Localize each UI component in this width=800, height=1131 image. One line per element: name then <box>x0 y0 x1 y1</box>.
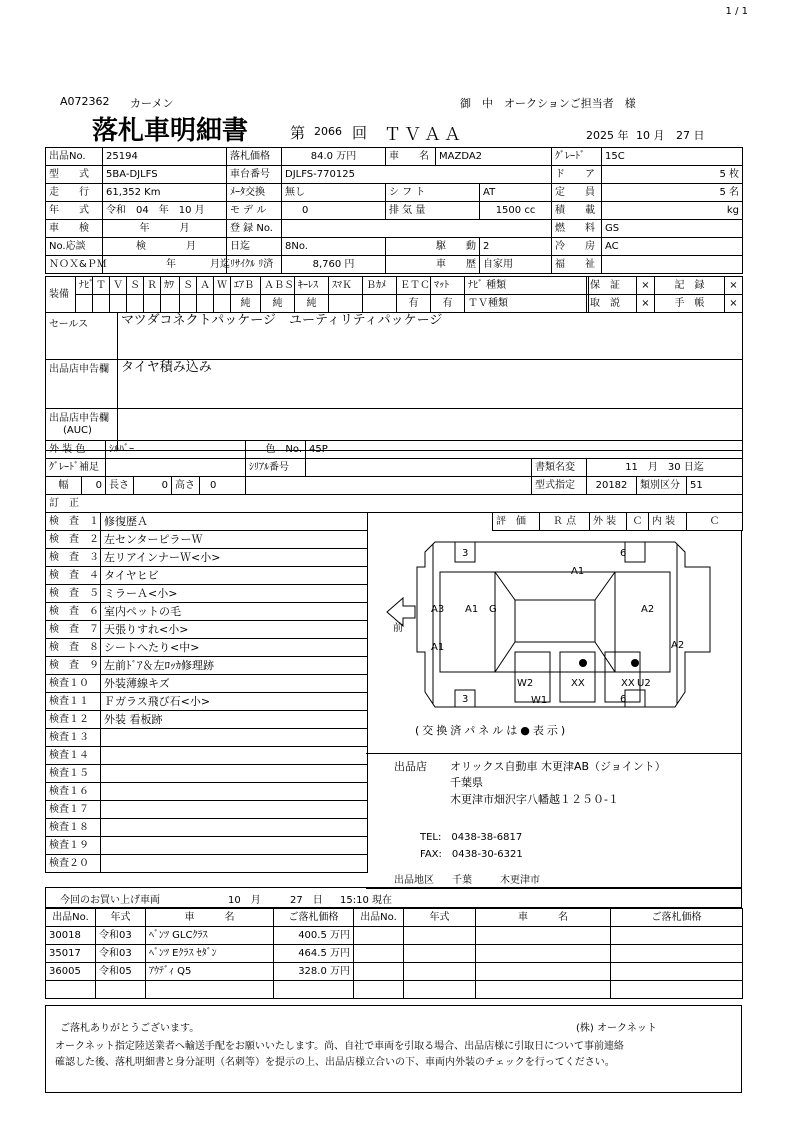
nox-month: 月迄 <box>210 258 230 270</box>
color-no-value: 45P <box>306 441 743 459</box>
booklet-label: 手 帳 <box>655 295 725 313</box>
date-month: 10 月 <box>636 129 665 142</box>
equip-val-keyless: 純 <box>295 295 329 313</box>
row3-blank-2 <box>404 963 476 981</box>
diag-label-a2-rear: A2 <box>641 604 655 615</box>
seller-label: 出品店 <box>394 760 427 773</box>
inspection-label: 検 査 ２ <box>46 531 101 549</box>
eval-value: Ｒ 点 <box>540 513 590 531</box>
row4-blank-5 <box>354 981 404 999</box>
ac-value: AC <box>602 238 743 256</box>
exterior-table <box>45 440 743 477</box>
row1-blank-3 <box>476 927 611 945</box>
mileage-value: 61,352 Km <box>103 184 227 202</box>
inspection-table <box>45 512 368 873</box>
inspection-label: 検査１１ <box>46 693 101 711</box>
inspection-row <box>46 657 368 675</box>
footer-thanks: ご落札ありがとうございます。 <box>60 1023 200 1034</box>
nox-label: ＮＯＸ&ＰＭ <box>46 256 103 274</box>
exterior-grade-value: Ｃ <box>627 513 649 531</box>
color-value: ｼﾙﾊﾞｰ <box>106 441 246 459</box>
history-value: 自家用 <box>480 256 552 274</box>
reg-label: 登 録 No. <box>227 220 282 238</box>
booklet-value: × <box>725 295 743 313</box>
no-oudan-label: No.応談 <box>46 238 103 256</box>
door-value: 5 枚 <box>602 166 743 184</box>
row4-blank-1 <box>46 981 96 999</box>
auction-venue: ＴＶＡＡ <box>384 125 464 145</box>
footer-line1: オークネット指定陸送業者へ輸送手配をお願いいたします。尚、自社で車両を引取る場合、出品店様に引取日について事前連絡 <box>55 1041 624 1052</box>
equip-val-leather <box>161 295 180 313</box>
diagram-frame <box>366 530 742 753</box>
inspection-row <box>46 837 368 855</box>
inspection-text: Ｆガラス飛び石<小> <box>101 693 368 711</box>
diag-label-a3: A3 <box>431 604 445 615</box>
inspection-text <box>101 819 368 837</box>
inspection-row <box>46 675 368 693</box>
equip-etc: ＥＴＣ <box>397 277 431 295</box>
purchases-table <box>45 908 743 999</box>
equip-val-sa-a <box>197 295 214 313</box>
chassis-label: 車台番号 <box>227 166 282 184</box>
category-label: 類別区分 <box>637 477 687 495</box>
equip-nav-type: ﾅﾋﾞ 種類 <box>465 277 589 295</box>
inspection-text: 修復歴Ａ <box>101 513 368 531</box>
notice1-label: 出品店申告欄 <box>46 360 118 409</box>
inspection-label: 検査１８ <box>46 819 101 837</box>
inspection-text: 左前ﾄﾞｱ＆左ﾛｯｶ修理跡 <box>101 657 368 675</box>
diag-label-xx-2: XX <box>621 678 635 689</box>
today-month: 10 月 <box>228 895 261 906</box>
diag-label-a1-roof: A1 <box>571 566 585 577</box>
equip-t: Ｔ <box>93 277 110 295</box>
inspection-text <box>101 747 368 765</box>
type-designation-label: 型式指定 <box>532 477 587 495</box>
equip-val-nav <box>76 295 93 313</box>
eval-label: 評 価 <box>493 513 540 531</box>
equip-val-r <box>144 295 161 313</box>
ken-no: 8No. <box>282 238 386 256</box>
inspection-label: 検査２０ <box>46 855 101 873</box>
evaluation-table <box>492 512 743 531</box>
inspection-label: 検 査 ５ <box>46 585 101 603</box>
row2-price: 464.5 万円 <box>274 945 354 963</box>
dimensions-spacer <box>246 477 532 495</box>
lot-value: 25194 <box>103 148 227 166</box>
chassis-value: DJLFS-770125 <box>282 166 552 184</box>
grade-supplement-value <box>106 459 246 477</box>
inspection-label: 検 査 ４ <box>46 567 101 585</box>
row3-blank-1 <box>354 963 404 981</box>
inspection-row <box>46 711 368 729</box>
year-label: 年 式 <box>46 202 103 220</box>
price-value: 84.0 万円 <box>282 148 386 166</box>
diag-label-a2-right: A2 <box>671 640 685 651</box>
diag-label-xx-1: XX <box>571 678 585 689</box>
row1-blank-1 <box>354 927 404 945</box>
recycle-label: ﾘｻｲｸﾙ <box>230 258 255 270</box>
equip-nav: ﾅﾋﾞ <box>76 277 93 295</box>
equip-val-t <box>93 295 110 313</box>
seller-fax: FAX: 0438-30-6321 <box>420 849 523 860</box>
inspection-label: 検 査 ６ <box>46 603 101 621</box>
grade-label: ｸﾞﾚｰﾄﾞ <box>552 148 602 166</box>
recycle-status: ﾘ済 <box>258 258 274 270</box>
ken-label: 検 <box>136 240 146 252</box>
diag-label-6-top: 6 <box>620 548 627 559</box>
equip-val-abs: 純 <box>261 295 295 313</box>
row4-blank-8 <box>611 981 743 999</box>
inspection-label: 検 査 ８ <box>46 639 101 657</box>
equipment-label: 装備 <box>46 277 76 313</box>
recycle-value: 8,760 円 <box>282 256 386 274</box>
row2-lot: 35017 <box>46 945 96 963</box>
diag-label-6-bottom: 6 <box>620 694 627 705</box>
inspection-label: 検 査 １ <box>46 513 101 531</box>
inspection-text: ミラーＡ<小> <box>101 585 368 603</box>
page-title: 落札車明細書 <box>92 116 249 146</box>
inspection-text <box>101 801 368 819</box>
capacity-value: 5 名 <box>602 184 743 202</box>
inspection-label: 検査１３ <box>46 729 101 747</box>
seller-tel: TEL: 0438-38-6817 <box>420 832 523 843</box>
row2-blank-1 <box>354 945 404 963</box>
equip-airbag: ｴｱＢ <box>231 277 261 295</box>
meter-label: ﾒｰﾀ交換 <box>227 184 282 202</box>
equip-val-etc: 有 <box>397 295 431 313</box>
grade-value: 15C <box>602 148 743 166</box>
equip-val-mat: 有 <box>431 295 465 313</box>
col-lot-2: 出品No. <box>354 909 404 927</box>
row3-blank-3 <box>476 963 611 981</box>
page-counter: 1 / 1 <box>725 6 748 17</box>
interior-grade-value: Ｃ <box>687 513 743 531</box>
grade-supplement-label: ｸﾞﾚｰﾄﾞ補足 <box>46 459 106 477</box>
inspection-text: 左センターピラーＷ <box>101 531 368 549</box>
row1-price: 400.5 万円 <box>274 927 354 945</box>
inspection-label: 検査１２ <box>46 711 101 729</box>
inspection-label: 検査１０ <box>46 675 101 693</box>
equip-val-sa-s <box>180 295 197 313</box>
sales-text: マツダコネクトパッケージ ユーティリティパッケージ <box>118 313 743 360</box>
col-year-2: 年式 <box>404 909 476 927</box>
load-value: kg <box>602 202 743 220</box>
equip-mat: ﾏｯﾄ <box>431 277 465 295</box>
inspection-row <box>46 585 368 603</box>
equip-w: Ｗ <box>214 277 231 295</box>
inspection-label: 検 査 ９ <box>46 657 101 675</box>
color-no-label: 色 No. <box>246 441 306 459</box>
fuel-value: GS <box>602 220 743 238</box>
col-price-2: ご落札価格 <box>611 909 743 927</box>
welfare-label: 福 祉 <box>552 256 602 274</box>
row1-name: ﾍﾞﾝﾂ GLCｸﾗｽ <box>146 927 274 945</box>
load-label: 積 載 <box>552 202 602 220</box>
diag-label-a1-left: A1 <box>431 642 445 653</box>
inspection-text <box>101 837 368 855</box>
today-label: 今回のお買い上げ車両 <box>60 895 160 906</box>
equip-val-airbag: 純 <box>231 295 261 313</box>
row2-blank-4 <box>611 945 743 963</box>
equip-val-backcam <box>363 295 397 313</box>
row4-blank-4 <box>274 981 354 999</box>
inspection-row <box>46 693 368 711</box>
diag-label-3-bottom: 3 <box>462 694 469 705</box>
inspection-row <box>46 783 368 801</box>
row4-blank-7 <box>476 981 611 999</box>
warranty-value: × <box>637 277 655 295</box>
notes-table <box>45 312 743 451</box>
inspection-text <box>101 765 368 783</box>
inspection-text: タイヤヒビ <box>101 567 368 585</box>
row3-price: 328.0 万円 <box>274 963 354 981</box>
lot-label: 出品No. <box>46 148 103 166</box>
row1-lot: 30018 <box>46 927 96 945</box>
row2-year: 令和03 <box>96 945 146 963</box>
equip-val-smartkey <box>329 295 363 313</box>
row3-blank-4 <box>611 963 743 981</box>
diag-label-w2: W2 <box>517 678 534 689</box>
region-city: 木更津市 <box>500 875 540 886</box>
dimensions-table <box>45 476 743 513</box>
inspection-row <box>46 621 368 639</box>
color-label: 外 装 色 <box>46 441 106 459</box>
equip-r: Ｒ <box>144 277 161 295</box>
record-value: × <box>725 277 743 295</box>
inspection-row <box>46 801 368 819</box>
equip-sa-s: Ｓ <box>180 277 197 295</box>
car-name-value: MAZDA2 <box>436 148 552 166</box>
diag-label-g: G <box>489 604 497 615</box>
model-label: 型 式 <box>46 166 103 184</box>
inspection-row <box>46 549 368 567</box>
modelyear-value: 0 <box>282 202 386 220</box>
year-value: 令和 04 年 10 月 <box>103 202 227 220</box>
ken-day: 日迄 <box>227 238 282 256</box>
documents-table <box>586 276 743 313</box>
diagram-legend: (交換済パネルは●表示) <box>415 724 569 737</box>
inspection-label: 検査１４ <box>46 747 101 765</box>
car-name-label: 車 名 <box>386 148 436 166</box>
row4-blank-6 <box>404 981 476 999</box>
equip-backcam: Ｂｶﾒ <box>363 277 397 295</box>
modelyear-label: モ デ ル <box>227 202 282 220</box>
row3-year: 令和05 <box>96 963 146 981</box>
interior-grade-label: 内 装 <box>649 513 687 531</box>
welfare-value <box>602 256 743 274</box>
drive-label: 駆 動 <box>386 238 480 256</box>
seller-name: オリックス自動車 木更津AB（ジョイント） <box>450 760 666 773</box>
inspection-row <box>46 729 368 747</box>
inspection-text: シートへたり<中> <box>101 639 368 657</box>
front-label: 前 <box>393 623 403 634</box>
diag-label-3-top: 3 <box>462 548 469 559</box>
inspection-row <box>46 513 368 531</box>
equip-val-v <box>110 295 127 313</box>
ken-cell <box>103 238 227 256</box>
correction-label: 訂 正 <box>46 495 743 513</box>
col-name-1: 車 名 <box>146 909 274 927</box>
today-day: 27 日 <box>290 895 323 906</box>
notice1-text: タイヤ積み込み <box>118 360 743 409</box>
exterior-grade-label: 外 装 <box>590 513 627 531</box>
drive-value: 2 <box>480 238 552 256</box>
col-name-2: 車 名 <box>476 909 611 927</box>
equip-sa-a: Ａ <box>197 277 214 295</box>
price-label: 落札価格 <box>227 148 282 166</box>
serial-value <box>306 459 532 477</box>
nox-year: 年 <box>166 258 176 270</box>
row2-blank-2 <box>404 945 476 963</box>
footer-line2: 確認した後、落札明細書と身分証明（名刺等）を提示の上、出品店様立合いの下、車両内外装のチェックを行ってください。 <box>55 1057 615 1068</box>
inspection-label: 検査１７ <box>46 801 101 819</box>
inspection-text: 外装 看板跡 <box>101 711 368 729</box>
equipment-table <box>45 276 589 313</box>
inspection-row <box>46 765 368 783</box>
row2-blank-3 <box>476 945 611 963</box>
history-label: 車 歴 <box>386 256 480 274</box>
doc-change-label: 書類名変 <box>532 459 587 477</box>
inspection-text: 左リアインナーＷ<小> <box>101 549 368 567</box>
equip-abs: ＡＢＳ <box>261 277 295 295</box>
diag-label-u2: U2 <box>637 678 651 689</box>
sales-label: セールス <box>46 313 118 360</box>
equip-val-s <box>127 295 144 313</box>
shift-label: シ フ ト <box>386 184 480 202</box>
equip-leather: ｶﾜ <box>161 277 180 295</box>
buyer-name: カーメン <box>130 97 174 110</box>
recipient: 御 中 オークションご担当者 様 <box>460 97 636 110</box>
region-label: 出品地区 <box>394 875 434 886</box>
inspection-row <box>46 747 368 765</box>
displacement-value: 1500 cc <box>480 202 552 220</box>
inspection-text <box>101 729 368 747</box>
recycle-label-cell <box>227 256 282 274</box>
inspection-label: 検査１９ <box>46 837 101 855</box>
equip-keyless: ｷｰﾚｽ <box>295 277 329 295</box>
today-time: 15:10 現在 <box>340 895 392 906</box>
warranty-label: 保 証 <box>587 277 637 295</box>
fuel-label: 燃 料 <box>552 220 602 238</box>
reg-value <box>282 220 552 238</box>
inspection-text <box>101 855 368 873</box>
inspection-text <box>101 783 368 801</box>
dai-label: 第 <box>290 124 306 142</box>
inspection-text: 室内ペットの毛 <box>101 603 368 621</box>
row4-blank-3 <box>146 981 274 999</box>
height-value: 0 <box>200 477 246 495</box>
equip-v: Ｖ <box>110 277 127 295</box>
length-value: 0 <box>134 477 172 495</box>
seller-address: 木更津市畑沢字八幡越１２５０-１ <box>450 793 619 806</box>
inspection-text: 天張りすれ<小> <box>101 621 368 639</box>
row4-blank-2 <box>96 981 146 999</box>
category-value: 51 <box>687 477 743 495</box>
inspection-label: 検 査 ７ <box>46 621 101 639</box>
kai-label: 回 <box>352 124 368 142</box>
width-value: 0 <box>82 477 106 495</box>
row3-lot: 36005 <box>46 963 96 981</box>
row1-blank-4 <box>611 927 743 945</box>
notice2-label2: (AUC) <box>63 425 92 436</box>
manual-value: × <box>637 295 655 313</box>
seller-pref: 千葉県 <box>450 776 483 789</box>
inspection-label: 検査１５ <box>46 765 101 783</box>
col-price-1: ご落札価格 <box>274 909 354 927</box>
row1-year: 令和03 <box>96 927 146 945</box>
inspection-label: 検 査 ３ <box>46 549 101 567</box>
date-day: 27 日 <box>676 129 705 142</box>
capacity-label: 定 員 <box>552 184 602 202</box>
inspection-row <box>46 567 368 585</box>
nox-cell <box>103 256 230 274</box>
inspection-text: 外装薄線キズ <box>101 675 368 693</box>
equip-tv-type: ＴＶ種類 <box>465 295 589 313</box>
inspection-row <box>46 639 368 657</box>
model-value: 5BA-DJLFS <box>103 166 227 184</box>
equip-val-w <box>214 295 231 313</box>
inspection-label: 車 検 <box>46 220 103 238</box>
row3-name: ｱｳﾃﾞｨ Q5 <box>146 963 274 981</box>
notice2-label: 出品店申告欄 <box>49 413 109 424</box>
type-designation-value: 20182 <box>587 477 637 495</box>
document-code: A072362 <box>60 95 110 108</box>
inspection-label: 検査１６ <box>46 783 101 801</box>
height-label: 高さ <box>172 477 200 495</box>
row1-blank-2 <box>404 927 476 945</box>
doc-change-value: 11 月 30 日迄 <box>587 459 743 477</box>
session-number: 2066 <box>314 125 342 138</box>
footer-company: (株) オークネット <box>576 1023 657 1034</box>
door-label: ド ア <box>552 166 602 184</box>
meter-value: 無し <box>282 184 386 202</box>
ac-label: 冷 房 <box>552 238 602 256</box>
date-year: 2025 年 <box>586 129 629 142</box>
mileage-label: 走 行 <box>46 184 103 202</box>
shift-value: AT <box>480 184 552 202</box>
record-label: 記 録 <box>655 277 725 295</box>
inspection-row <box>46 531 368 549</box>
col-year-1: 年式 <box>96 909 146 927</box>
diag-label-w1: W1 <box>531 695 548 706</box>
inspection-row <box>46 603 368 621</box>
inspection-value: 年 月 <box>103 220 227 238</box>
manual-label: 取 説 <box>587 295 637 313</box>
inspection-row <box>46 819 368 837</box>
displacement-label: 排 気 量 <box>386 202 480 220</box>
serial-label: ｼﾘｱﾙ番号 <box>246 459 306 477</box>
width-label: 幅 <box>46 477 82 495</box>
region-pref: 千葉 <box>452 875 472 886</box>
row2-name: ﾍﾞﾝﾂ Eｸﾗｽ ｾﾀﾞﾝ <box>146 945 274 963</box>
diag-label-a1-front: A1 <box>465 604 479 615</box>
equip-s: Ｓ <box>127 277 144 295</box>
ken-month: 月 <box>186 240 196 252</box>
length-label: 長さ <box>106 477 134 495</box>
inspection-row <box>46 855 368 873</box>
equip-smartkey: ｽﾏＫ <box>329 277 363 295</box>
col-lot-1: 出品No. <box>46 909 96 927</box>
spec-table <box>45 147 743 274</box>
